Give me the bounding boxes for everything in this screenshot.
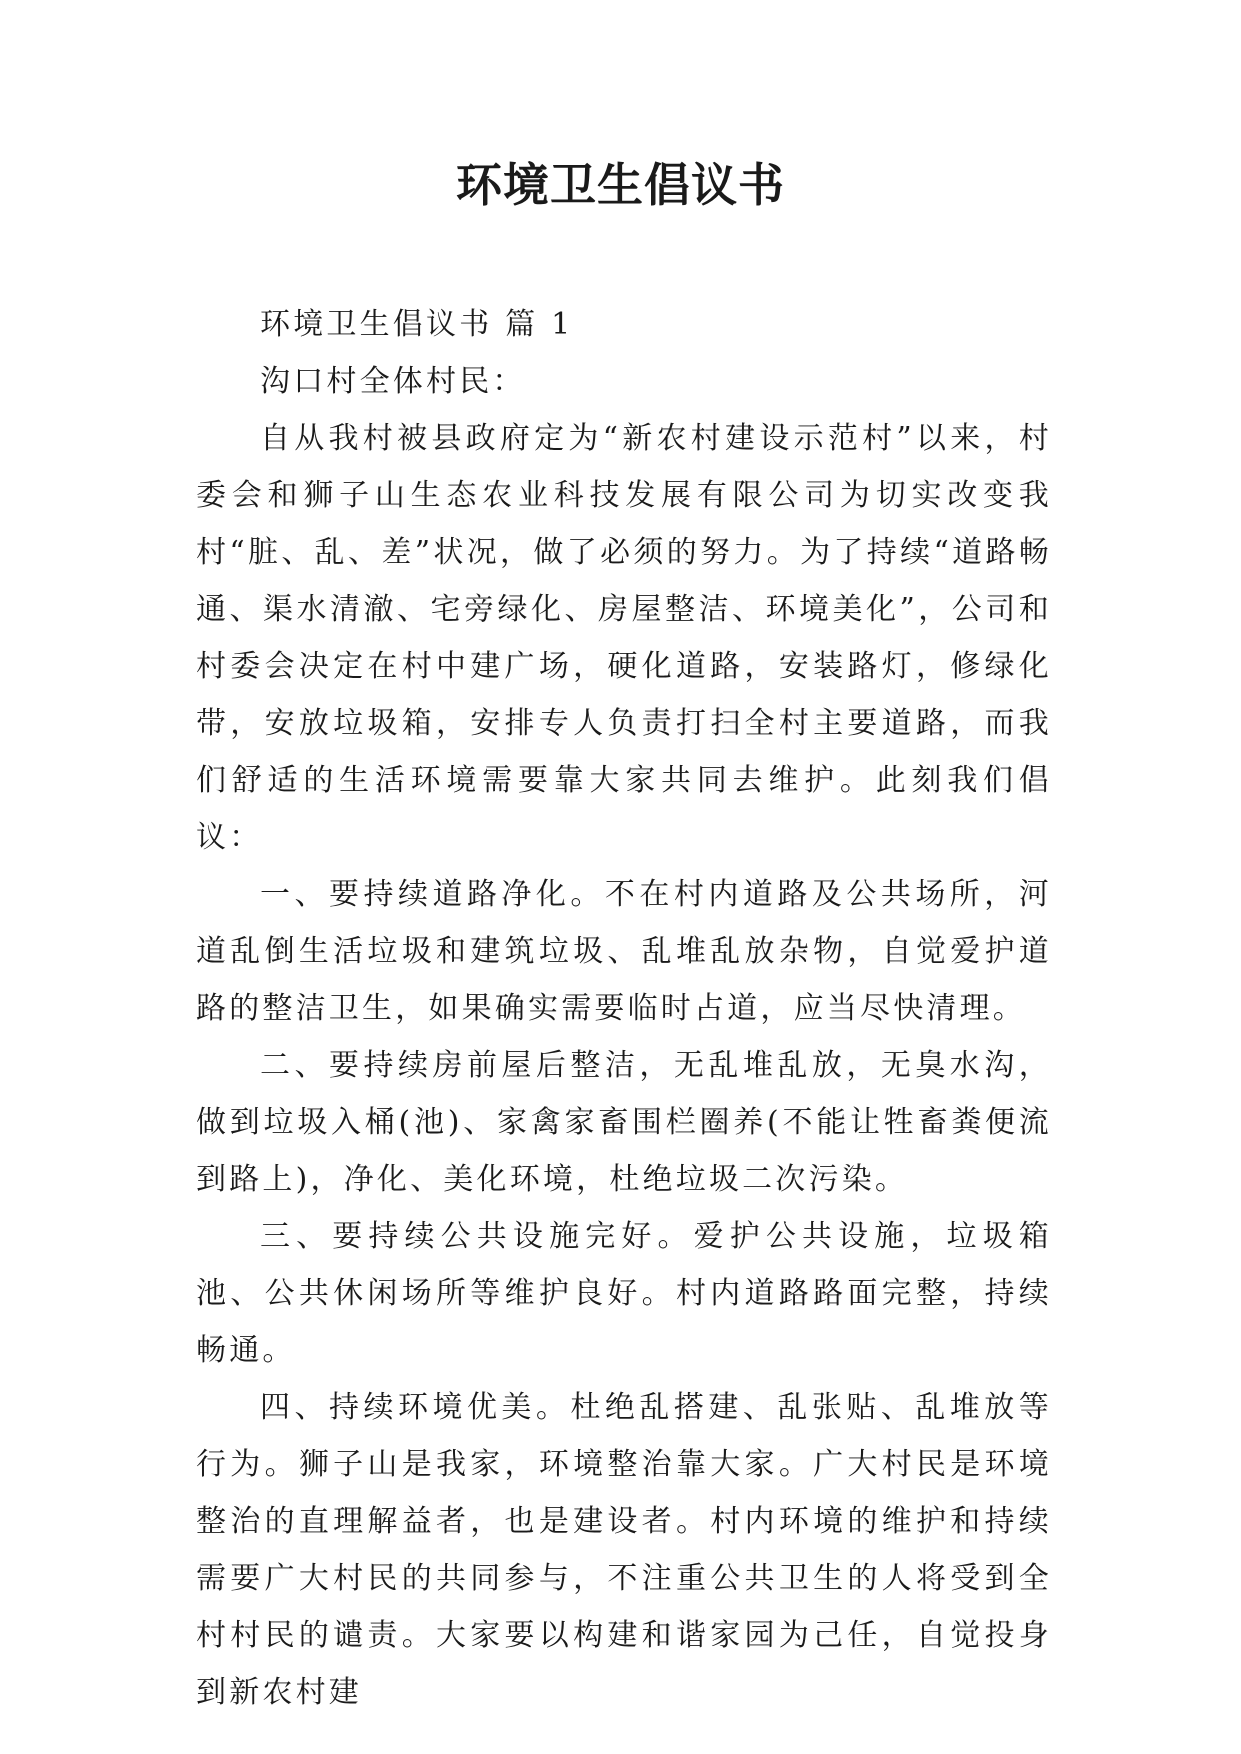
salutation: 沟口村全体村民：	[260, 364, 526, 399]
document-title: 环境卫生倡议书	[456, 158, 785, 212]
document-body	[196, 296, 1052, 1721]
paragraph-item-3: 三、要持续公共设施完好。爱护公共设施，垃圾箱池、公共休闲场所等维护良好。村内道路路面完整，持续畅通。	[196, 1219, 1052, 1368]
paragraph-item-4: 四、持续环境优美。杜绝乱搭建、乱张贴、乱堆放等行为。狮子山是我家，环境整治靠大家。广大村民是环境整治的直理解益者，也是建设者。村内环境的维护和持续需要广大村民的共同参与，不注重公共卫生的人将受到全村村民的谴责。大家要以构建和谐家园为己任，自觉投身到新农村建	[196, 1390, 1052, 1710]
section-heading: 环境卫生倡议书 篇 1	[260, 307, 574, 342]
paragraph-item-2: 二、要持续房前屋后整洁，无乱堆乱放，无臭水沟，做到垃圾入桶(池)、家禽家畜围栏圈养(不能让牲畜粪便流到路上)，净化、美化环境，杜绝垃圾二次污染。	[196, 1048, 1052, 1197]
paragraph-item-1: 一、要持续道路净化。不在村内道路及公共场所，河道乱倒生活垃圾和建筑垃圾、乱堆乱放杂物，自觉爱护道路的整洁卫生，如果确实需要临时占道，应当尽快清理。	[196, 877, 1052, 1026]
paragraph-intro: 自从我村被县政府定为“新农村建设示范村”以来，村委会和狮子山生态农业科技发展有限公司为切实改变我村“脏、乱、差”状况，做了必须的努力。为了持续“道路畅通、渠水清澈、宅旁绿化、房屋整洁、环境美化”，公司和村委会决定在村中建广场，硬化道路，安装路灯，修绿化带，安放垃圾箱，安排专人负责打扫全村主要道路，而我们舒适的生活环境需要靠大家共同去维护。此刻我们倡议：	[196, 421, 1052, 855]
